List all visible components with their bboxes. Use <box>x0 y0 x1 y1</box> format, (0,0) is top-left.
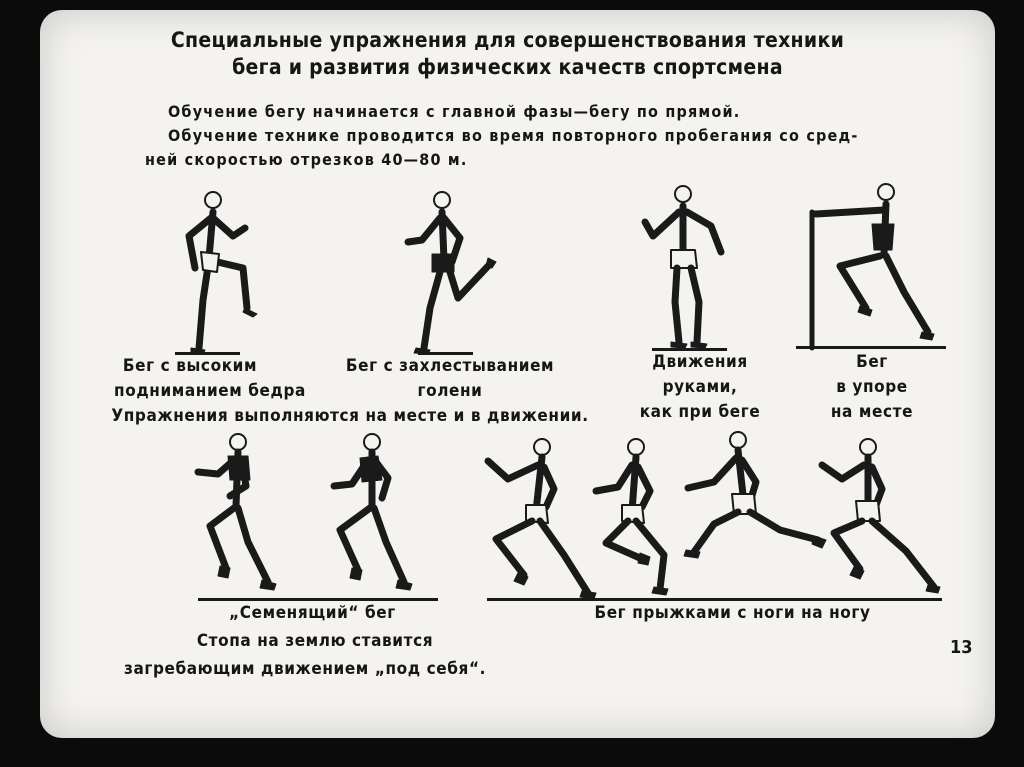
caption-high-knee-line2: подниманием бедра <box>114 381 306 401</box>
caption-arm-motion-line3: как при беге <box>639 402 761 422</box>
high-knee-runner-figure <box>175 188 275 358</box>
caption-heel-kick-line1: Бег с захлестыванием <box>345 356 555 376</box>
wall-run-figure <box>800 182 950 352</box>
caption-arm-motion-line2: руками, <box>662 377 738 397</box>
ground-line-bounding <box>487 598 942 601</box>
intro-line2: Обучение технике проводится во время повторного пробегания со сред- <box>168 126 859 145</box>
intro-line3: ней скоростью отрезков 40—80 м. <box>145 150 468 169</box>
ground-line-4 <box>796 346 946 349</box>
caption-high-knee-line1: Бег с высоким <box>122 356 258 376</box>
caption-mincing-line3: загребающим движением „под себя“. <box>123 659 487 679</box>
slide-title-line1: Специальные упражнения для совершенствования техники <box>170 28 845 52</box>
ground-line-3 <box>652 348 727 351</box>
caption-wall-run-line1: Бег <box>856 352 888 372</box>
caption-wall-run-line3: на месте <box>830 402 914 422</box>
ground-line-1 <box>175 352 240 355</box>
caption-shared-note: Упражнения выполняются на месте и в движении. <box>111 406 589 426</box>
caption-arm-motion-line1: Движения <box>652 352 748 372</box>
mincing-runner-figure-2 <box>328 430 428 600</box>
slide-title-line2: бега и развития физических качеств спортсмена <box>232 55 783 79</box>
page-number: 13 <box>950 637 973 658</box>
caption-heel-kick-line2: голени <box>417 381 483 401</box>
bounding-runner-figure-4 <box>810 435 940 600</box>
caption-wall-run-line2: в упоре <box>836 377 908 397</box>
caption-bounding: Бег прыжками с ноги на ногу <box>594 603 871 623</box>
slide-frame <box>40 10 995 738</box>
ground-line-2 <box>418 352 473 355</box>
intro-line1: Обучение бегу начинается с главной фазы—бегу по прямой. <box>168 102 741 121</box>
caption-mincing-line2: Стопа на землю ставится <box>196 631 434 651</box>
bounding-runner-figure-3 <box>680 430 830 590</box>
arm-motion-figure <box>635 182 745 352</box>
caption-mincing-line1: „Семенящий“ бег <box>229 603 396 623</box>
ground-line-mincing <box>198 598 438 601</box>
mincing-runner-figure-1 <box>190 430 290 600</box>
heel-kick-runner-figure <box>400 188 510 358</box>
